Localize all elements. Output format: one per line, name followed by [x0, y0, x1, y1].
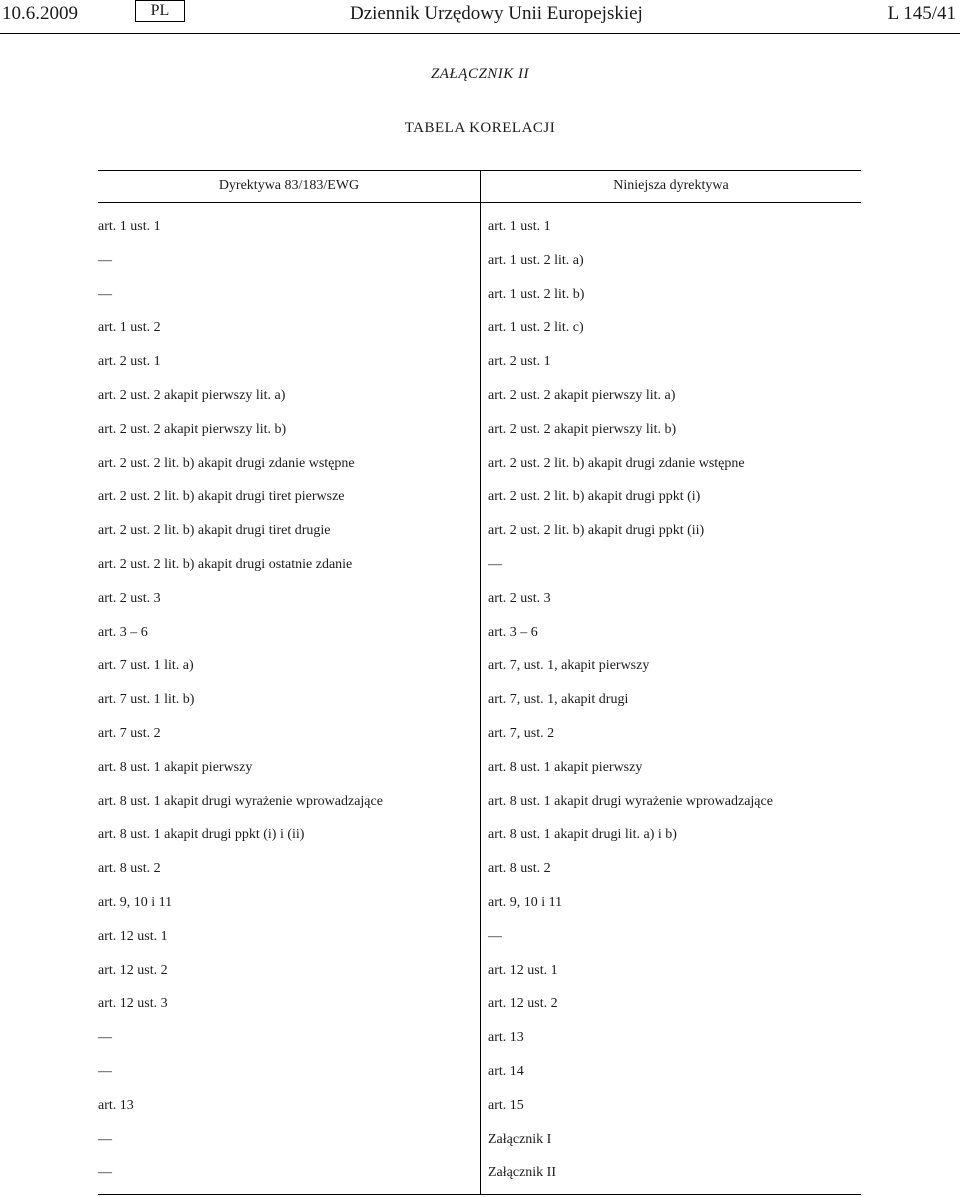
- table-cell-old: art. 1 ust. 2: [98, 320, 161, 336]
- header-divider: [0, 33, 960, 34]
- table-cell-old: art. 8 ust. 1 akapit drugi ppkt (i) i (ii): [98, 827, 305, 843]
- table-cell-new: Załącznik II: [488, 1165, 557, 1181]
- table-cell-old: art. 8 ust. 1 akapit drugi wyrażenie wprowadzające: [98, 793, 383, 809]
- table-cell-new: art. 9, 10 i 11: [488, 894, 563, 910]
- table-cell-old: art. 2 ust. 2 lit. b) akapit drugi tiret drugie: [98, 523, 331, 539]
- table-cell-old: art. 7 ust. 1 lit. a): [98, 658, 194, 674]
- table-cell-old: art. 9, 10 i 11: [98, 894, 173, 910]
- table-cell-new: art. 2 ust. 3: [488, 590, 551, 606]
- table-cell-old: art. 3 – 6: [98, 624, 148, 640]
- table-cell-old: art. 2 ust. 3: [98, 590, 161, 606]
- table-cell-old: art. 12 ust. 1: [98, 928, 168, 944]
- old-directive-column: [98, 217, 473, 1197]
- table-cell-new: art. 1 ust. 2 lit. a): [488, 252, 584, 268]
- table-cell-new: art. 12 ust. 1: [488, 962, 558, 978]
- table-cell-old: art. 2 ust. 1: [98, 354, 161, 370]
- table-cell-new: art. 8 ust. 1 akapit drugi wyrażenie wprowadzające: [488, 793, 773, 809]
- table-cell-new: art. 3 – 6: [488, 624, 538, 640]
- table-cell-new: art. 7, ust. 2: [488, 725, 555, 741]
- table-cell-new: art. 7, ust. 1, akapit drugi: [488, 692, 629, 708]
- table-cell-old: —: [98, 1063, 112, 1079]
- table-cell-new: —: [488, 556, 502, 572]
- table-cell-old: art. 2 ust. 2 lit. b) akapit drugi tiret pierwsze: [98, 489, 345, 505]
- table-cell-old: —: [98, 1030, 112, 1046]
- correlation-table: [98, 170, 861, 1195]
- journal-title: Dziennik Urzędowy Unii Europejskiej: [350, 3, 643, 24]
- table-cell-old: —: [98, 286, 112, 302]
- table-cell-new: art. 2 ust. 2 akapit pierwszy lit. b): [488, 421, 677, 437]
- page-reference: L 145/41: [887, 3, 956, 24]
- table-cell-new: art. 2 ust. 2 lit. b) akapit drugi ppkt (i): [488, 489, 701, 505]
- table-cell-old: art. 12 ust. 3: [98, 996, 168, 1012]
- table-cell-new: —: [488, 928, 502, 944]
- table-cell-old: art. 7 ust. 1 lit. b): [98, 692, 195, 708]
- table-cell-old: art. 7 ust. 2: [98, 725, 161, 741]
- table-cell-old: —: [98, 1165, 112, 1181]
- table-cell-new: art. 2 ust. 2 lit. b) akapit drugi zdanie wstępne: [488, 455, 745, 471]
- table-cell-new: art. 13: [488, 1030, 524, 1046]
- table-cell-new: art. 8 ust. 1 akapit drugi lit. a) i b): [488, 827, 677, 843]
- table-cell-new: art. 1 ust. 2 lit. c): [488, 320, 584, 336]
- table-cell-new: art. 12 ust. 2: [488, 996, 558, 1012]
- table-cell-old: art. 8 ust. 1 akapit pierwszy: [98, 759, 253, 775]
- table-cell-old: art. 1 ust. 1: [98, 219, 161, 234]
- column-header-new-directive: Niniejsza dyrektywa: [613, 178, 729, 193]
- table-cell-old: art. 12 ust. 2: [98, 962, 168, 978]
- table-cell-new: art. 15: [488, 1097, 524, 1113]
- table-cell-new: Załącznik I: [488, 1131, 552, 1147]
- table-cell-new: art. 14: [488, 1063, 524, 1079]
- column-header-old-directive: Dyrektywa 83/183/EWG: [218, 178, 360, 193]
- table-cell-new: art. 2 ust. 2 lit. b) akapit drugi ppkt (ii): [488, 523, 705, 539]
- language-badge: PL: [135, 0, 185, 22]
- table-cell-new: art. 7, ust. 1, akapit pierwszy: [488, 658, 650, 674]
- table-cell-old: art. 2 ust. 2 akapit pierwszy lit. a): [98, 387, 286, 403]
- table-cell-old: art. 2 ust. 2 akapit pierwszy lit. b): [98, 421, 287, 437]
- table-cell-old: art. 2 ust. 2 lit. b) akapit drugi zdanie wstępne: [98, 455, 355, 471]
- table-cell-old: art. 2 ust. 2 lit. b) akapit drugi ostatnie zdanie: [98, 556, 353, 572]
- table-cell-new: art. 8 ust. 2: [488, 861, 551, 877]
- table-cell-new: art. 2 ust. 2 akapit pierwszy lit. a): [488, 387, 676, 403]
- table-cell-new: art. 1 ust. 1: [488, 219, 551, 234]
- table-title: TABELA KORELACJI: [404, 120, 556, 136]
- table-cell-old: art. 13: [98, 1097, 134, 1113]
- table-cell-new: art. 2 ust. 1: [488, 354, 551, 370]
- table-cell-old: —: [98, 252, 112, 268]
- table-cell-new: art. 1 ust. 2 lit. b): [488, 286, 585, 302]
- table-cell-old: —: [98, 1131, 112, 1147]
- publication-date: 10.6.2009: [2, 3, 78, 24]
- annex-title: ZAŁĄCZNIK II: [430, 66, 530, 82]
- table-column-divider: [480, 170, 481, 1195]
- table-cell-old: art. 8 ust. 2: [98, 861, 161, 877]
- page-header: [0, 0, 960, 34]
- new-directive-column: [488, 217, 858, 1197]
- table-cell-new: art. 8 ust. 1 akapit pierwszy: [488, 759, 643, 775]
